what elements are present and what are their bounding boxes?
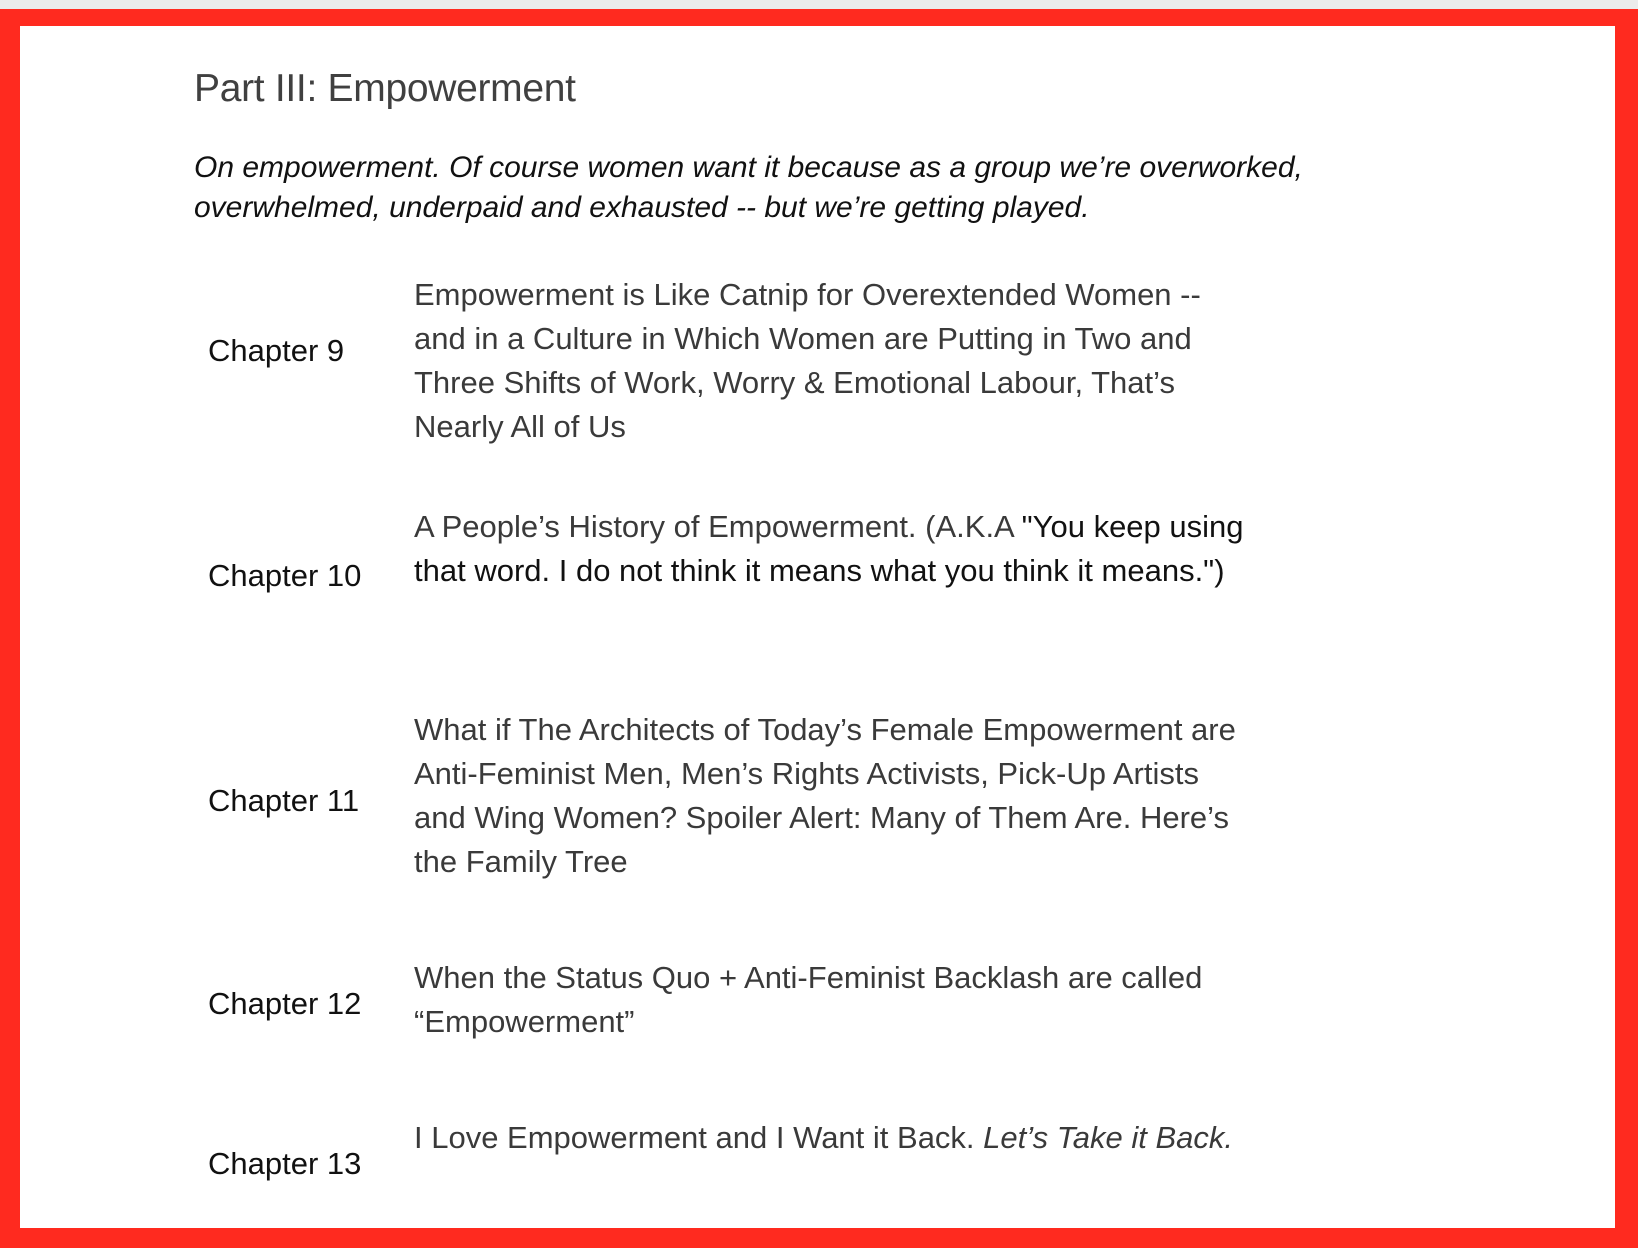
chapter-label: Chapter 10 <box>208 558 362 593</box>
chapter-title <box>414 1116 1244 1160</box>
chapter-label: Chapter 11 <box>208 783 360 818</box>
chapter-title-main: I Love Empowerment and I Want it Back. <box>414 1120 984 1155</box>
chapter-label: Chapter 13 <box>208 1146 362 1181</box>
chapter-title: When the Status Quo + Anti-Feminist Backlash are called “Empowerment” <box>414 960 1203 1039</box>
chapter-title: Empowerment is Like Catnip for Overextended Women -- and in a Culture in Which Women are Putting in Two and Three Shifts of Work, Worry & Emotional Labour, That’s Nearly All of Us <box>414 277 1201 444</box>
chapter-title-quote: "You keep using that word. I do not think it means what you think it means.") <box>414 509 1244 588</box>
chapter-title-italic: Let’s Take it Back. <box>983 1120 1234 1155</box>
chapter-label: Chapter 12 <box>208 986 362 1021</box>
chapter-title <box>414 505 1244 593</box>
part-intro: On empowerment. Of course women want it because as a group we’re overworked, overwhelmed, underpaid and exhausted -- but we’re getting played. <box>194 151 1303 224</box>
chapter-title: What if The Architects of Today’s Female Empowerment are Anti-Feminist Men, Men’s Rights Activists, Pick-Up Artists and Wing Women? Spoiler Alert: Many of Them Are. Here’s the Family Tree <box>414 712 1236 879</box>
chapter-label: Chapter 9 <box>208 333 345 368</box>
chapter-title-main: A People’s History of Empowerment. (A.K.A <box>414 509 1022 544</box>
part-title: Part III: Empowerment <box>194 67 576 110</box>
